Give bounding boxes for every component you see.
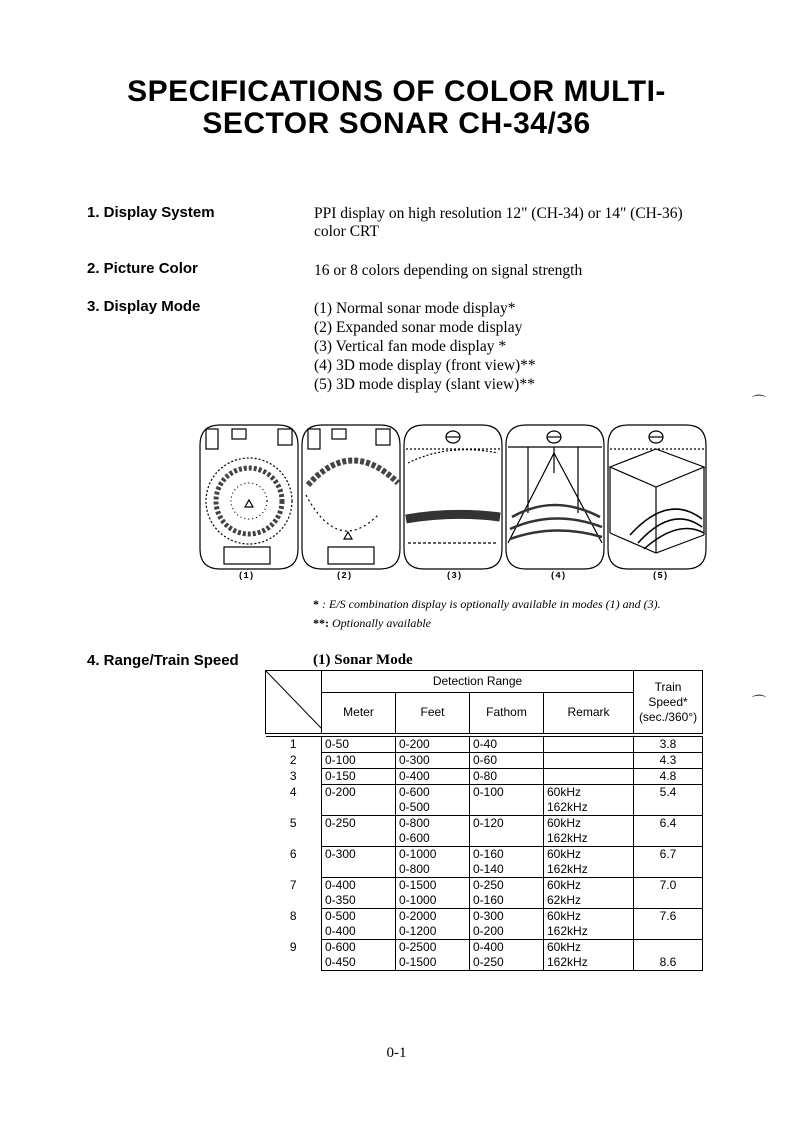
footnote-2-text: Optionally available [332,616,431,630]
row-number-line: 5 [289,815,297,830]
train-speed-header-line: Train [654,679,682,694]
meter-cell [322,878,396,909]
remark-cell-line: 162kHz [547,955,588,969]
meter-header: Meter [322,692,396,733]
train-speed-cell [634,753,703,769]
mode-1-normal-sonar-figure [200,425,298,569]
remark-cell [544,769,634,785]
remark-cell-line [547,753,630,768]
feet-cell [396,785,470,816]
fathom-header: Fathom [470,692,544,733]
meter-cell [322,785,396,816]
meter-cell-line: 0-50 [325,737,350,751]
train-speed-cell [634,909,703,940]
feet-cell-line: 0-800 [399,816,430,830]
row-number [266,769,322,785]
footnote-1 [313,597,661,612]
remark-cell-line [547,737,630,752]
meter-cell-line: 0-150 [325,769,356,783]
table-row [266,847,703,878]
display-mode-item: (3) Vertical fan mode display * [314,338,507,355]
meter-cell-line: 0-400 [325,878,356,892]
meter-cell [322,816,396,847]
mode-5-3d-slant-figure [608,425,706,569]
feet-cell-line: 0-2000 [399,909,437,923]
feet-cell [396,769,470,785]
fathom-cell-line: 0-400 [473,940,504,954]
fathom-cell [470,816,544,847]
remark-cell-line: 162kHz [547,800,588,814]
remark-cell-line: 62kHz [547,893,582,907]
figure-caption-2: (2) [336,571,353,581]
fathom-cell-line: 0-120 [473,816,504,830]
mode-2-expanded-sonar-figure [302,425,400,569]
figure-caption-1: (1) [238,571,255,581]
train-speed-cell-line: 8.6 [659,955,677,969]
meter-cell-line: 0-250 [325,816,356,830]
train-speed-cell [634,785,703,816]
row-number [266,940,322,971]
detection-range-header: Detection Range [322,671,634,693]
fathom-cell-line: 0-100 [473,785,504,799]
row-number [266,878,322,909]
table-row [266,816,703,847]
corner-diagonal [266,671,322,729]
fathom-cell-line: 0-80 [473,769,498,783]
mode-3-vertical-fan-figure [404,425,502,569]
sonar-mode-heading: (1) Sonar Mode [313,652,413,668]
fathom-cell-line: 0-200 [473,924,504,938]
remark-cell [544,737,634,753]
table-row [266,909,703,940]
feet-cell-line: 0-2500 [399,940,437,954]
display-mode-item: (2) Expanded sonar mode display [314,319,523,336]
feet-cell [396,737,470,753]
meter-cell-line: 0-100 [325,753,356,767]
row-number-line: 3 [289,768,297,783]
row-number [266,847,322,878]
train-speed-cell-line: 4.8 [659,769,677,783]
scan-edge-mark: ⌒ [752,695,766,711]
train-speed-cell [634,878,703,909]
meter-cell [322,847,396,878]
feet-cell-line: 0-1500 [399,878,437,892]
remark-header: Remark [544,692,634,733]
display-mode-label: 3. Display Mode [87,298,201,315]
train-speed-header [634,671,703,734]
picture-color-text: 16 or 8 colors depending on signal strength [314,262,583,279]
row-number [266,785,322,816]
train-speed-cell-line: 7.6 [659,909,677,923]
row-number-line: 1 [289,737,297,751]
picture-color-label: 2. Picture Color [87,260,198,277]
remark-cell [544,753,634,769]
train-speed-cell [634,940,703,971]
train-speed-cell-line: 6.4 [659,816,677,830]
remark-cell [544,940,634,971]
feet-cell-line: 0-1000 [399,847,437,861]
row-number [266,816,322,847]
meter-cell [322,737,396,753]
footnote-2 [313,616,431,631]
feet-cell-line: 0-1500 [399,955,437,969]
table-row [266,769,703,785]
feet-header: Feet [396,692,470,733]
row-number-line: 7 [289,877,297,892]
sonar-mode-table-body [266,737,703,971]
footnote-2-mark: **: [313,616,329,630]
row-number [266,737,322,753]
range-train-label: 4. Range/Train Speed [87,652,239,669]
feet-cell-line: 0-400 [399,769,430,783]
remark-cell [544,847,634,878]
fathom-cell-line: 0-40 [473,737,498,751]
remark-cell-line: 162kHz [547,862,588,876]
scan-edge-mark: ⌒ [752,395,766,411]
table-row [266,753,703,769]
feet-cell-line: 0-600 [399,785,430,799]
remark-cell-line: 60kHz [547,940,582,954]
feet-cell [396,940,470,971]
table-row [266,785,703,816]
meter-cell-line: 0-500 [325,909,356,923]
fathom-cell [470,785,544,816]
fathom-cell [470,847,544,878]
table-row [266,737,703,753]
remark-cell-line: 60kHz [547,785,582,799]
train-speed-cell [634,847,703,878]
row-number [266,909,322,940]
display-mode-item: (1) Normal sonar mode display* [314,300,516,317]
remark-cell [544,909,634,940]
fathom-cell-line: 0-140 [473,862,504,876]
train-speed-cell [634,769,703,785]
display-mode-list [314,299,536,394]
display-system-line-1: PPI display on high resolution 12" (CH-34) or 14" (CH-36) [314,205,683,222]
feet-cell-line: 0-300 [399,753,430,767]
remark-cell [544,785,634,816]
meter-cell-line: 0-450 [325,955,356,969]
meter-cell [322,769,396,785]
train-speed-cell-line: 6.7 [659,847,677,861]
title-line-1: SPECIFICATIONS OF COLOR MULTI- [127,75,666,108]
fathom-cell-line: 0-160 [473,847,504,861]
row-number [266,753,322,769]
figure-caption-3: (3) [446,571,463,581]
feet-cell [396,816,470,847]
footnote-1-text: : E/S combination display is optionally available in modes (1) and (3). [322,597,661,611]
meter-cell-line: 0-400 [325,924,356,938]
feet-cell-line: 0-600 [399,831,430,845]
display-system-line-2: color CRT [314,223,379,240]
remark-cell-line: 162kHz [547,831,588,845]
fathom-cell [470,909,544,940]
row-number-line: 8 [289,908,297,923]
figure-caption-5: (5) [652,571,669,581]
meter-cell-line: 0-600 [325,940,356,954]
feet-cell-line: 0-1200 [399,924,437,938]
feet-cell [396,909,470,940]
feet-cell-line: 0-800 [399,862,430,876]
meter-cell [322,909,396,940]
train-speed-cell-line: 4.3 [659,753,677,767]
fathom-cell [470,769,544,785]
meter-cell-line: 0-350 [325,893,356,907]
mode-4-3d-front-figure [506,425,604,569]
fathom-cell [470,878,544,909]
meter-cell [322,753,396,769]
fathom-cell [470,753,544,769]
fathom-cell-line: 0-160 [473,893,504,907]
train-speed-cell-line: 5.4 [659,785,677,799]
row-number-line: 2 [289,752,297,767]
train-speed-cell-line: 7.0 [659,878,677,892]
meter-cell-line: 0-300 [325,847,356,861]
feet-cell [396,847,470,878]
remark-cell [544,878,634,909]
display-mode-item: (5) 3D mode display (slant view)** [314,376,535,393]
train-speed-cell [634,816,703,847]
feet-cell-line: 0-1000 [399,893,437,907]
feet-cell [396,878,470,909]
footnote-1-mark: * [313,597,319,611]
remark-cell-line: 60kHz [547,847,582,861]
page-number: 0-1 [386,1045,407,1061]
meter-cell-line: 0-200 [325,785,356,799]
figure-caption-4: (4) [550,571,567,581]
train-speed-header-line: Speed* [648,694,688,709]
remark-cell-line: 60kHz [547,878,582,892]
meter-cell [322,940,396,971]
train-speed-cell [634,737,703,753]
display-mode-item: (4) 3D mode display (front view)** [314,357,536,374]
fathom-cell-line: 0-250 [473,878,504,892]
remark-cell-line [547,769,630,784]
remark-cell [544,816,634,847]
train-speed-cell-line: 3.8 [659,737,677,751]
sonar-mode-table [265,670,703,971]
title-line-2: SECTOR SONAR CH-34/36 [202,107,591,140]
feet-cell [396,753,470,769]
remark-cell-line: 60kHz [547,909,582,923]
row-number-line: 6 [289,846,297,861]
feet-cell-line: 0-500 [399,800,430,814]
display-system-label: 1. Display System [87,204,215,221]
display-mode-figures [198,423,710,583]
row-number-line: 4 [289,784,297,799]
feet-cell-line: 0-200 [399,737,430,751]
train-speed-header-line: (sec./360°) [638,709,698,724]
fathom-cell-line: 0-60 [473,753,498,767]
fathom-cell-line: 0-300 [473,909,504,923]
remark-cell-line: 162kHz [547,924,588,938]
fathom-cell-line: 0-250 [473,955,504,969]
table-corner [266,671,322,734]
table-row [266,940,703,971]
fathom-cell [470,737,544,753]
row-number-line: 9 [289,939,297,954]
page-title [0,76,793,140]
table-row [266,878,703,909]
remark-cell-line: 60kHz [547,816,582,830]
display-mode-illustration [198,423,710,571]
fathom-cell [470,940,544,971]
display-system-text [314,205,683,241]
